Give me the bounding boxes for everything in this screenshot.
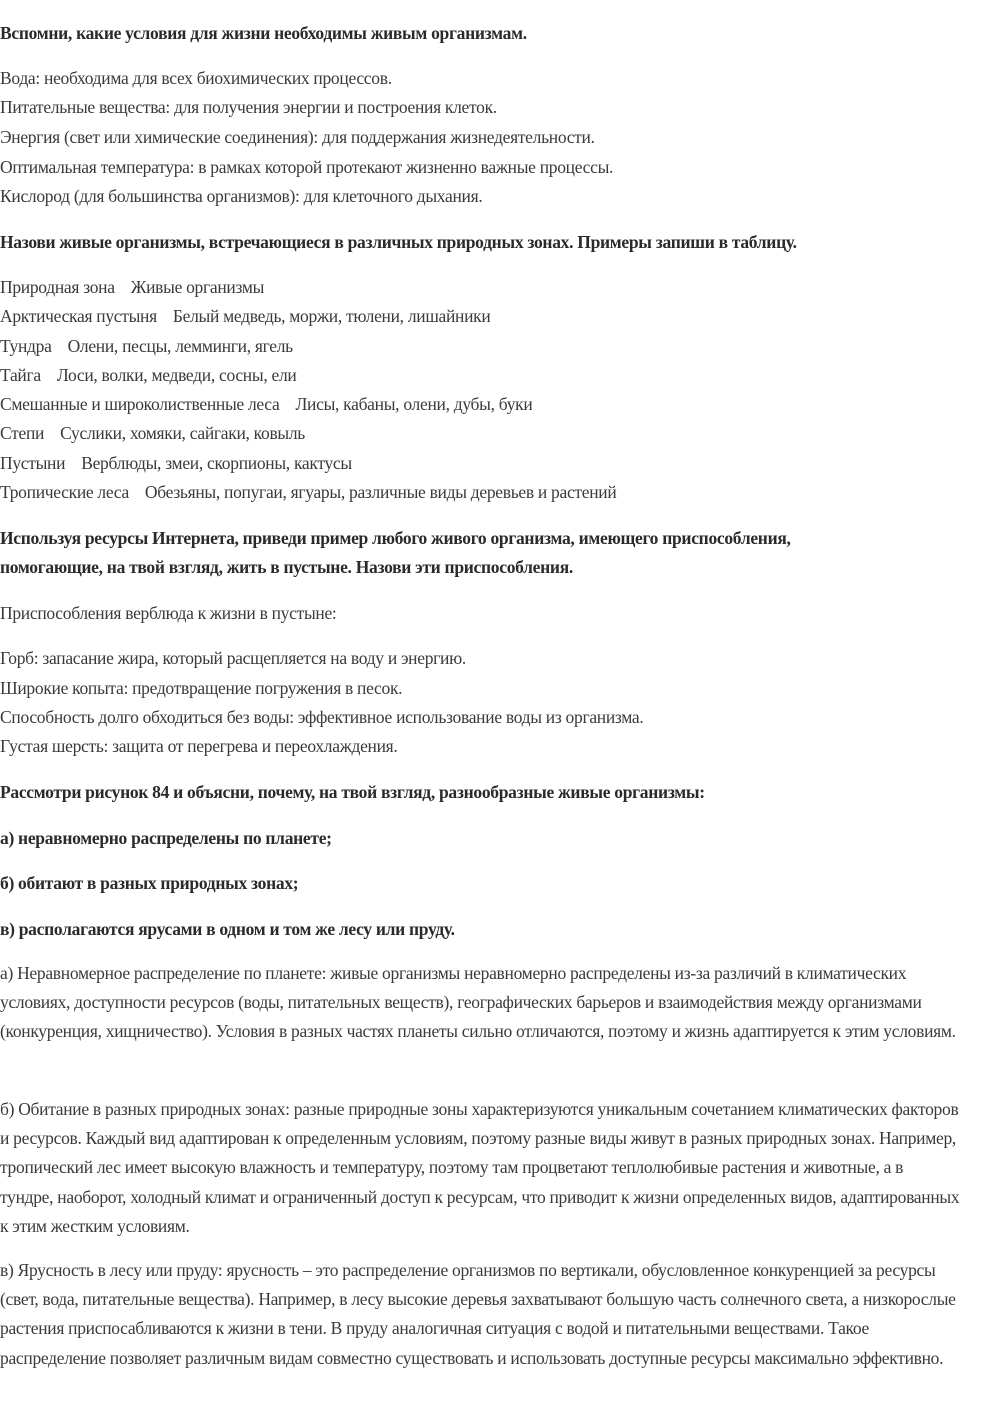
table-row — [0, 335, 293, 357]
condition-item: Вода: необходима для всех биохимических процессов. — [0, 68, 392, 88]
question-4-sub-a: а) неравномерно распределены по планете; — [0, 828, 332, 848]
adaptation-item: Горб: запасание жира, который расщепляется на воду и энергию. — [0, 648, 466, 668]
organisms-cell: Суслики, хомяки, сайгаки, ковыль — [60, 423, 305, 443]
question-2-title: Назови живые организмы, встречающиеся в различных природных зонах. Примеры запиши в таблицу. — [0, 232, 797, 252]
zone-cell: Арктическая пустыня — [0, 306, 157, 326]
condition-item: Оптимальная температура: в рамках которой протекают жизненно важные процессы. — [0, 157, 614, 177]
table-row — [0, 481, 616, 503]
question-4-sub-c: в) располагаются ярусами в одном и том же лесу или пруду. — [0, 919, 455, 939]
zone-cell: Тропические леса — [0, 482, 129, 502]
question-4-sub-b: б) обитают в разных природных зонах; — [0, 873, 299, 893]
organisms-cell: Олени, песцы, лемминги, ягель — [67, 336, 293, 356]
organisms-cell: Лисы, кабаны, олени, дубы, буки — [295, 394, 533, 414]
condition-item: Питательные вещества: для получения энергии и построения клеток. — [0, 97, 497, 117]
organisms-cell: Белый медведь, моржи, тюлени, лишайники — [172, 306, 491, 326]
header-zone: Природная зона — [0, 277, 115, 297]
answer-b: б) Обитание в разных природных зонах: разные природные зоны характеризуются уникальным сочетанием климатических факторов и ресурсов. Каждый вид адаптирован к определенным условиям, поэтому разные виды живут в разных природных зонах. Например, тропический лес имеет высокую влажность и температуру, поэтому там процветают теплолюбивые растения и животные, а в тундре, наоборот, холодный климат и ограниченный доступ к ресурсам, что приводит к жизни определенных видов, адаптированных к этим жестким условиям. — [0, 1099, 960, 1236]
zone-cell: Степи — [0, 423, 45, 443]
zone-cell: Смешанные и широколиственные леса — [0, 394, 280, 414]
table-header — [0, 276, 264, 298]
condition-item: Кислород (для большинства организмов): для клеточного дыхания. — [0, 186, 483, 206]
question-4-title: Рассмотри рисунок 84 и объясни, почему, на твой взгляд, разнообразные живые организмы: — [0, 782, 705, 802]
table-row — [0, 305, 490, 327]
table-row — [0, 452, 352, 474]
answer-a: а) Неравномерное распределение по планете: живые организмы неравномерно распределены из-за различий в климатических условиях, доступности ресурсов (воды, питательных веществ), географических барьеров и взаимодействия между организмами (конкуренция, хищничество). Условия в разных частях планеты сильно отличаются, поэтому и жизнь адаптируется к этим условиям. — [0, 963, 956, 1042]
header-organisms: Живые организмы — [130, 277, 265, 297]
table-row — [0, 364, 296, 386]
zone-cell: Тундра — [0, 336, 52, 356]
question-3-title-line2: помогающие, на твой взгляд, жить в пустыне. Назови эти приспособления. — [0, 557, 573, 577]
adaptation-item: Густая шерсть: защита от перегрева и переохлаждения. — [0, 736, 398, 756]
condition-item: Энергия (свет или химические соединения): для поддержания жизнедеятельности. — [0, 127, 595, 147]
adaptation-item: Способность долго обходиться без воды: эффективное использование воды из организма. — [0, 707, 644, 727]
table-row — [0, 393, 532, 415]
zone-cell: Тайга — [0, 365, 41, 385]
adaptation-item: Широкие копыта: предотвращение погружения в песок. — [0, 678, 403, 698]
question-3-title-line1: Используя ресурсы Интернета, приведи пример любого живого организма, имеющего приспособления, — [0, 528, 791, 548]
camel-intro: Приспособления верблюда к жизни в пустыне: — [0, 603, 337, 623]
organisms-cell: Обезьяны, попугаи, ягуары, различные виды деревьев и растений — [144, 482, 617, 502]
answer-c: в) Ярусность в лесу или пруду: ярусность – это распределение организмов по вертикали, обусловленное конкуренцией за ресурсы (свет, вода, питательные вещества). Например, в лесу высокие деревья захватывают большую часть солнечного света, а низкорослые растения приспосабливаются к жизни в тени. В пруду аналогичная ситуация с водой и питательными веществами. Такое распределение позволяет различным видам совместно существовать и использовать доступные ресурсы максимально эффективно. — [0, 1260, 956, 1368]
table-row — [0, 422, 305, 444]
question-1-title: Вспомни, какие условия для жизни необходимы живым организмам. — [0, 23, 527, 43]
zone-cell: Пустыни — [0, 453, 66, 473]
organisms-cell: Лоси, волки, медведи, сосны, ели — [56, 365, 297, 385]
organisms-cell: Верблюды, змеи, скорпионы, кактусы — [81, 453, 352, 473]
